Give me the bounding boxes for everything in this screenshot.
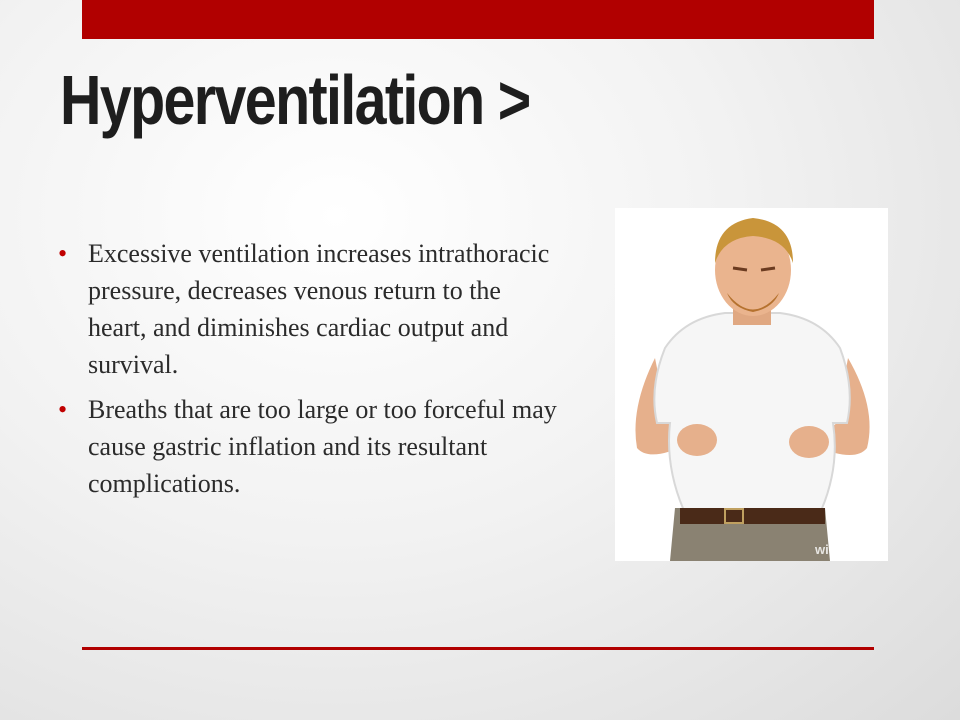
bullet-item [58,235,558,383]
bullet-marker: • [58,239,68,268]
man-illustration [615,208,888,561]
bottom-accent-rule [82,647,874,650]
bullet-list [58,235,558,510]
slide-title: Hyperventilation > [60,61,530,139]
watermark: wiseGEEK [814,542,880,557]
bullet-marker: • [58,395,68,424]
bullet-text: Excessive ventilation increases intrathoracic pressure, decreases venous return to the heart, and diminishes cardiac output and survival. [88,239,550,379]
man-holding-stomach-photo [615,208,888,561]
bullet-text: Breaths that are too large or too forceful may cause gastric inflation and its resultant complications. [88,395,557,498]
top-accent-bar [82,0,874,39]
bullet-item [58,391,558,502]
